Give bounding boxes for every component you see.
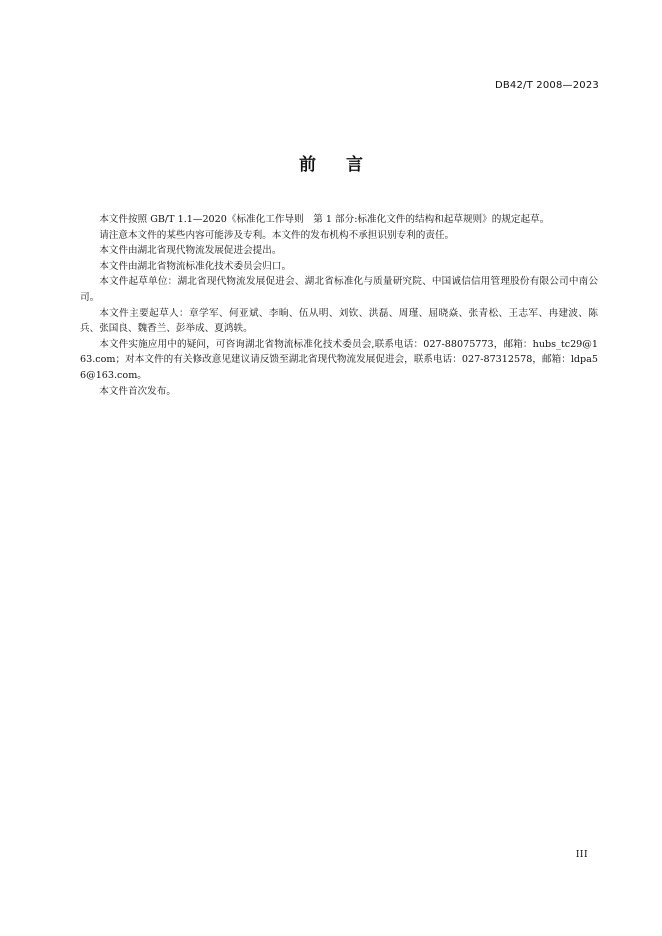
page-number: III [575,850,588,860]
paragraph-committee: 本文件由湖北省物流标准化技术委员会归口。 [99,260,292,272]
paragraph-proposer: 本文件由湖北省现代物流发展促进会提出。 [99,245,282,257]
paragraph-patent-notice: 请注意本文件的某些内容可能涉及专利。本文件的发布机构不承担识别专利的责任。 [99,229,455,241]
foreword-body [80,212,598,399]
paragraph-drafters: 本文件主要起草人：章学军、何亚斌、李晌、伍从明、刘钦、洪磊、周瑾、屈晓焱、张青松、王志军、冉建波、陈兵、张国良、魏香兰、彭举成、夏鸿轶。 [80,307,598,335]
document-code: DB42/T 2008—2023 [494,80,599,91]
paragraph-drafting-rules: 本文件按照 GB/T 1.1—2020《标准化工作导则 第 1 部分:标准化文件的结构和起草规则》的规定起草。 [99,214,550,225]
paragraph-drafting-units: 本文件起草单位：湖北省现代物流发展促进会、湖北省标准化与质量研究院、中国诚信信用管理股份有限公司中南公司。 [80,276,598,303]
paragraph-first-release: 本文件首次发布。 [99,385,176,397]
paragraph-contact: 本文件实施应用中的疑问，可咨询湖北省物流标准化技术委员会,联系电话：027-88075773，邮箱：hubs_tc29@163.com；对本文件的有关修改意见建议请反馈至湖北省现代物流发展促进会，联系电话：027-87312578，邮箱：ldpa56@163.com。 [80,338,598,381]
page-title: 前 言 [299,155,375,175]
